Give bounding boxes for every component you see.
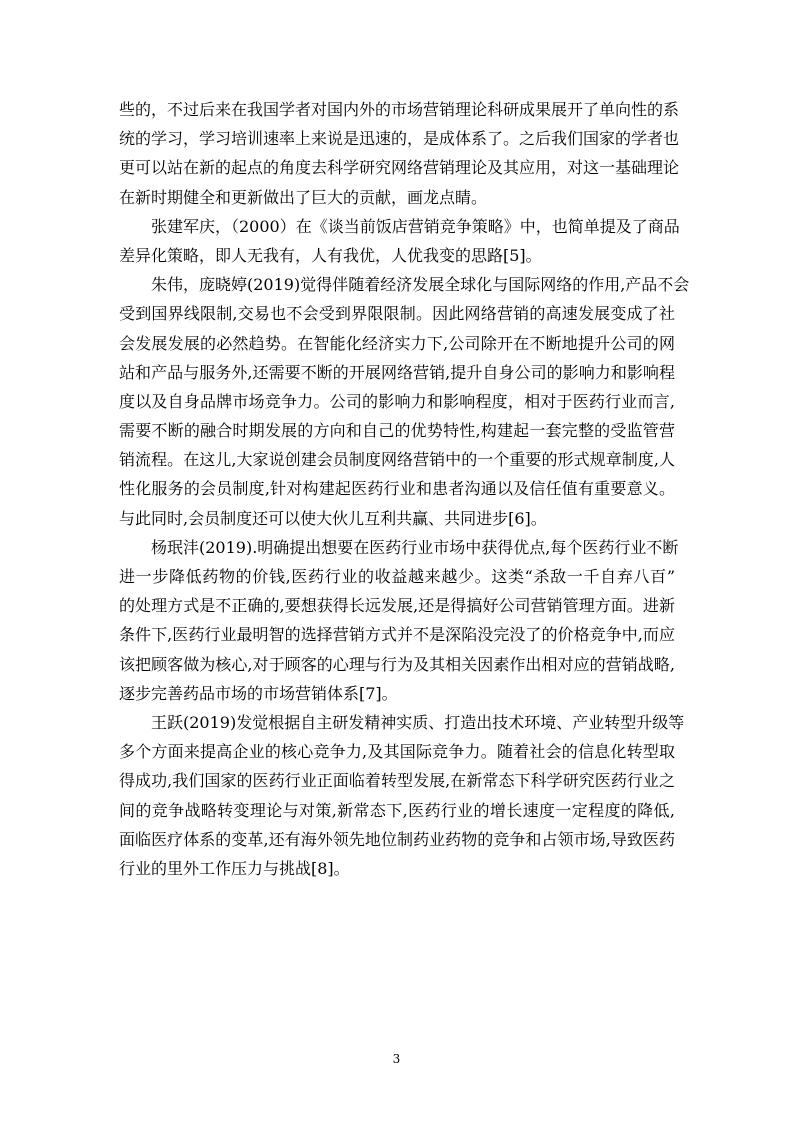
text-line: 多个方面来提高企业的核心竞争力,及其国际竞争力。随着社会的信息化转型取 <box>119 742 675 762</box>
text-line: 杨珉沣(2019).明确提出想要在医药行业市场中获得优点,每个医药行业不断 <box>151 537 679 557</box>
text-line: 王跃(2019)发觉根据自主研发精神实质、打造出技术环境、产业转型升级等 <box>151 712 685 732</box>
text-line: 度以及自身品牌市场竞争力。公司的影响力和影响程度，相对于医药行业而言, <box>119 391 675 411</box>
text-line: 得成功,我们国家的医药行业正面临着转型发展,在新常态下科学研究医药行业之 <box>119 771 675 791</box>
paragraph <box>119 270 690 533</box>
text-line: 朱伟，庞晓婷(2019)觉得伴随着经济发展全球化与国际网络的作用,产品不会 <box>151 275 690 295</box>
text-line: 进一步降低药物的价钱,医药行业的收益越来越少。这类“杀敌一千自弃八百” <box>119 567 675 586</box>
paragraph <box>119 95 680 212</box>
paragraph <box>119 212 680 270</box>
text-line: 面临医疗体系的变革,还有海外领先地位制药业药物的竞争和占领市场,导致医药 <box>119 829 675 849</box>
text-line: 该把顾客做为核心,对于顾客的心理与行为及其相关因素作出相对应的营销战略, <box>119 654 675 674</box>
text-line: 张建军庆，（2000）在《谈当前饭店营销竞争策略》中，也简单提及了商品 <box>151 216 680 236</box>
text-line: 会发展发展的必然趋势。在智能化经济实力下,公司除开在不断地提升公司的网 <box>119 333 675 353</box>
text-line: 差异化策略，即人无我有，人有我优，人优我变的思路[5]。 <box>119 245 542 265</box>
text-line: 受到国界线限制,交易也不会受到界限限制。因此网络营销的高速发展变成了社 <box>119 304 675 324</box>
text-line: 更可以站在新的起点的角度去科学研究网络营销理论及其应用，对这一基础理论 <box>119 158 680 178</box>
text-line: 逐步完善药品市场的市场营销体系[7]。 <box>119 683 398 703</box>
body-text <box>119 95 690 883</box>
text-line: 与此同时,会员制度还可以使大伙儿互利共赢、共同进步[6]。 <box>119 508 547 528</box>
text-line: 的处理方式是不正确的,要想获得长远发展,还是得搞好公司营销管理方面。进新 <box>119 596 675 616</box>
text-line: 需要不断的融合时期发展的方向和自己的优势特性,构建起一套完整的受监管营 <box>119 421 675 441</box>
text-line: 条件下,医药行业最明智的选择营销方式并不是深陷没完没了的价格竞争中,而应 <box>119 625 675 645</box>
text-line: 站和产品与服务外,还需要不断的开展网络营销,提升自身公司的影响力和影响程 <box>119 362 675 382</box>
text-line: 销流程。在这儿,大家说创建会员制度网络营销中的一个重要的形式规章制度,人 <box>119 450 675 470</box>
text-line: 性化服务的会员制度,针对构建起医药行业和患者沟通以及信任值有重要意义。 <box>119 479 675 499</box>
page-number: 3 <box>392 1052 401 1066</box>
text-line: 行业的里外工作压力与挑战[8]。 <box>119 858 350 878</box>
text-line: 在新时期健全和更新做出了巨大的贡献，画龙点睛。 <box>119 187 488 207</box>
paragraph <box>119 533 679 708</box>
paragraph <box>119 708 685 883</box>
text-line: 统的学习，学习培训速率上来说是迅速的，是成体系了。之后我们国家的学者也 <box>119 129 680 149</box>
text-line: 间的竞争战略转变理论与对策,新常态下,医药行业的增长速度一定程度的降低, <box>119 800 675 820</box>
text-line: 些的，不过后来在我国学者对国内外的市场营销理论科研成果展开了单向性的系 <box>119 100 680 119</box>
